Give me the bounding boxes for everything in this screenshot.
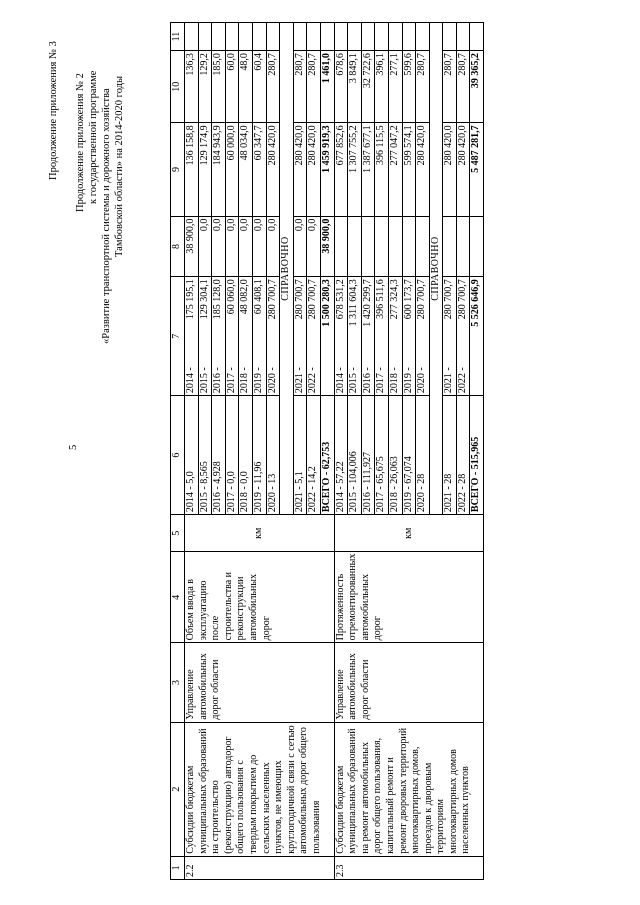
funding-total-cell bbox=[225, 277, 239, 396]
funding-total-cell bbox=[334, 277, 348, 396]
local-budget-cell: 280,7 bbox=[266, 51, 280, 123]
funding-year: 2015 - bbox=[348, 367, 360, 394]
header-appendix: Продолжение приложения № 2 bbox=[75, 73, 86, 212]
local-budget-cell: 3 849,1 bbox=[348, 51, 362, 123]
other-sources-cell bbox=[334, 23, 348, 51]
other-sources-cell bbox=[252, 23, 266, 51]
local-budget-cell: 129,2 bbox=[198, 51, 212, 123]
page-number: 5 bbox=[68, 444, 79, 450]
col-header: 7 bbox=[171, 277, 185, 396]
funding-total-cell bbox=[293, 277, 307, 396]
other-sources-cell bbox=[198, 23, 212, 51]
local-budget-cell: 280,7 bbox=[443, 51, 457, 123]
funding-total-cell bbox=[212, 277, 226, 396]
reference-label: СПРАВОЧНО bbox=[429, 23, 443, 515]
header-program-title: «Развитие транспортной системы и дорожного хозяйства bbox=[101, 88, 112, 344]
regional-budget-cell: 60 000,0 bbox=[225, 123, 239, 216]
total-federal bbox=[470, 216, 484, 277]
regional-budget-cell: 1 387 677,1 bbox=[361, 123, 375, 216]
funding-year: 2019 - bbox=[252, 367, 264, 394]
funding-year: 2017 - bbox=[225, 367, 237, 394]
other-sources-cell bbox=[212, 23, 226, 51]
program-table bbox=[170, 22, 484, 880]
regional-budget-cell: 184 943,9 bbox=[212, 123, 226, 216]
funding-value: 185 128,0 bbox=[212, 279, 224, 320]
total-other bbox=[470, 23, 484, 51]
year-indicator-cell: 2019 - 67,074 bbox=[402, 396, 416, 515]
federal-budget-cell: 0,0 bbox=[307, 216, 321, 277]
regional-budget-cell: 280 420,0 bbox=[456, 123, 470, 216]
regional-budget-cell: 129 174,9 bbox=[198, 123, 212, 216]
col-header: 1 bbox=[171, 856, 185, 879]
funding-value: 129 304,1 bbox=[198, 279, 210, 320]
funding-year: 2020 - bbox=[266, 367, 278, 394]
regional-budget-cell: 677 852,6 bbox=[334, 123, 348, 216]
column-number-row bbox=[171, 23, 185, 880]
funding-total-cell bbox=[388, 277, 402, 396]
funding-year: 2017 - bbox=[375, 367, 387, 394]
federal-budget-cell: 0,0 bbox=[266, 216, 280, 277]
federal-budget-cell: 0,0 bbox=[239, 216, 253, 277]
local-budget-cell: 32 722,6 bbox=[361, 51, 375, 123]
funding-value: 1 311 604,3 bbox=[348, 279, 360, 327]
federal-budget-cell: 0,0 bbox=[212, 216, 226, 277]
table-body bbox=[185, 23, 484, 880]
funding-value: 280 700,7 bbox=[293, 279, 305, 320]
executor: Управление автомобильных дорог области bbox=[185, 643, 335, 722]
funding-value: 280 700,7 bbox=[456, 279, 468, 320]
header-continuation: Продолжение приложения № 3 bbox=[48, 41, 59, 180]
year-indicator-cell: 2017 - 0,0 bbox=[225, 396, 239, 515]
funding-value: 60 060,0 bbox=[225, 279, 237, 315]
local-budget-cell: 599,6 bbox=[402, 51, 416, 123]
funding-total-cell bbox=[185, 277, 199, 396]
regional-budget-cell: 280 420,0 bbox=[443, 123, 457, 216]
total-funding: 5 526 646,9 bbox=[470, 277, 484, 396]
regional-budget-cell: 280 420,0 bbox=[416, 123, 430, 216]
regional-budget-cell: 280 420,0 bbox=[307, 123, 321, 216]
funding-value: 280 700,7 bbox=[307, 279, 319, 320]
year-indicator-cell: 2014 - 5,0 bbox=[185, 396, 199, 515]
col-header: 6 bbox=[171, 396, 185, 515]
col-header: 5 bbox=[171, 515, 185, 552]
local-budget-cell: 185,0 bbox=[212, 51, 226, 123]
table-row bbox=[334, 23, 348, 880]
funding-value: 277 324,3 bbox=[388, 279, 400, 320]
regional-budget-cell: 396 115,5 bbox=[375, 123, 389, 216]
funding-total-cell bbox=[198, 277, 212, 396]
local-budget-cell: 48,0 bbox=[239, 51, 253, 123]
year-indicator-cell: 2018 - 0,0 bbox=[239, 396, 253, 515]
col-header: 8 bbox=[171, 216, 185, 277]
other-sources-cell bbox=[185, 23, 199, 51]
funding-year: 2021 - bbox=[443, 367, 455, 394]
executor: Управление автомобильных дорог области bbox=[334, 643, 484, 722]
year-indicator-cell: 2021 - 28 bbox=[443, 396, 457, 515]
regional-budget-cell: 48 034,0 bbox=[239, 123, 253, 216]
indicator-name: Протяженность отремонтированных автомобильных дорог bbox=[334, 552, 484, 643]
local-budget-cell: 280,7 bbox=[307, 51, 321, 123]
local-budget-cell: 678,6 bbox=[334, 51, 348, 123]
funding-year: 2014 - bbox=[185, 367, 196, 394]
other-sources-cell bbox=[361, 23, 375, 51]
other-sources-cell bbox=[388, 23, 402, 51]
funding-value: 678 531,2 bbox=[334, 279, 346, 320]
row-number: 2.3 bbox=[334, 856, 484, 879]
local-budget-cell: 280,7 bbox=[416, 51, 430, 123]
total-federal: 38 900,0 bbox=[320, 216, 334, 277]
funding-value: 280 700,7 bbox=[416, 279, 428, 320]
col-header: 10 bbox=[171, 51, 185, 123]
unit: км bbox=[185, 515, 335, 552]
header-program-years: Тамбовской области» на 2014-2020 годы bbox=[114, 75, 125, 257]
table-container bbox=[170, 18, 484, 880]
funding-year: 2020 - bbox=[416, 367, 428, 394]
year-indicator-cell: 2015 - 8,565 bbox=[198, 396, 212, 515]
other-sources-cell bbox=[456, 23, 470, 51]
federal-budget-cell: 0,0 bbox=[293, 216, 307, 277]
federal-budget-cell bbox=[456, 216, 470, 277]
local-budget-cell: 60,4 bbox=[252, 51, 266, 123]
funding-year: 2021 - bbox=[293, 367, 305, 394]
funding-value: 280 700,7 bbox=[266, 279, 278, 320]
regional-budget-cell: 1 307 755,2 bbox=[348, 123, 362, 216]
other-sources-cell bbox=[266, 23, 280, 51]
funding-total-cell bbox=[402, 277, 416, 396]
year-indicator-cell: 2022 - 28 bbox=[456, 396, 470, 515]
funding-year: 2019 - bbox=[402, 367, 414, 394]
year-indicator-cell: 2016 - 111,927 bbox=[361, 396, 375, 515]
indicator-name: Объем ввода в эксплуатацию после строительства и реконструкции автомобильных дорог bbox=[185, 552, 335, 643]
local-budget-cell: 280,7 bbox=[456, 51, 470, 123]
header-program: к государственной программе bbox=[88, 70, 99, 204]
year-indicator-cell: 2016 - 4,928 bbox=[212, 396, 226, 515]
total-indicator: ВСЕГО - 62,753 bbox=[320, 396, 334, 515]
col-header: 9 bbox=[171, 123, 185, 216]
other-sources-cell bbox=[416, 23, 430, 51]
year-indicator-cell: 2019 - 11,96 bbox=[252, 396, 266, 515]
funding-total-cell bbox=[348, 277, 362, 396]
col-header: 11 bbox=[171, 23, 185, 51]
total-funding: 1 500 280,3 bbox=[320, 277, 334, 396]
local-budget-cell: 280,7 bbox=[293, 51, 307, 123]
funding-value: 175 195,1 bbox=[185, 279, 196, 320]
federal-budget-cell bbox=[416, 216, 430, 277]
funding-value: 60 408,1 bbox=[252, 279, 264, 315]
funding-total-cell bbox=[252, 277, 266, 396]
year-indicator-cell: 2022 - 14,2 bbox=[307, 396, 321, 515]
other-sources-cell bbox=[375, 23, 389, 51]
funding-year: 2016 - bbox=[212, 367, 224, 394]
other-sources-cell bbox=[443, 23, 457, 51]
federal-budget-cell: 0,0 bbox=[225, 216, 239, 277]
total-local: 39 365,2 bbox=[470, 51, 484, 123]
total-regional: 1 459 919,3 bbox=[320, 123, 334, 216]
year-indicator-cell: 2021 - 5,1 bbox=[293, 396, 307, 515]
other-sources-cell bbox=[225, 23, 239, 51]
local-budget-cell: 277,1 bbox=[388, 51, 402, 123]
reference-label: СПРАВОЧНО bbox=[280, 23, 294, 515]
funding-year: 2018 - bbox=[388, 367, 400, 394]
other-sources-cell bbox=[402, 23, 416, 51]
funding-total-cell bbox=[266, 277, 280, 396]
funding-year: 2022 - bbox=[307, 367, 319, 394]
federal-budget-cell bbox=[443, 216, 457, 277]
funding-year: 2015 - bbox=[198, 367, 210, 394]
funding-value: 1 420 299,7 bbox=[361, 279, 373, 327]
federal-budget-cell: 0,0 bbox=[198, 216, 212, 277]
federal-budget-cell bbox=[375, 216, 389, 277]
funding-year: 2022 - bbox=[456, 367, 468, 394]
other-sources-cell bbox=[348, 23, 362, 51]
federal-budget-cell: 0,0 bbox=[252, 216, 266, 277]
total-local: 1 461,0 bbox=[320, 51, 334, 123]
funding-value: 396 511,6 bbox=[375, 279, 387, 319]
total-other bbox=[320, 23, 334, 51]
year-indicator-cell: 2020 - 13 bbox=[266, 396, 280, 515]
funding-total-cell bbox=[416, 277, 430, 396]
local-budget-cell: 60,0 bbox=[225, 51, 239, 123]
funding-total-cell bbox=[375, 277, 389, 396]
activity-name: Субсидии бюджетам муниципальных образований на строительство (реконструкцию) автодорог общего пользования с твердым покрытием до сельских населенных пунктов, не имеющих круглогодичной связи с сетью автомобильных дорог общего пользования bbox=[185, 722, 335, 856]
funding-total-cell bbox=[307, 277, 321, 396]
col-header: 4 bbox=[171, 552, 185, 643]
funding-year: 2016 - bbox=[361, 367, 373, 394]
other-sources-cell bbox=[239, 23, 253, 51]
regional-budget-cell: 136 158,8 bbox=[185, 123, 199, 216]
activity-name: Субсидии бюджетам муниципальных образований на ремонт автомобильных дорог общего пользования, капитальный ремонт и ремонт дворовых территорий многоквартирных домов, проездов к дворовым территориям многоквартирных домов населенных пунктов bbox=[334, 722, 484, 856]
regional-budget-cell: 280 420,0 bbox=[266, 123, 280, 216]
total-indicator: ВСЕГО - 515,965 bbox=[470, 396, 484, 515]
table-row bbox=[185, 23, 199, 880]
year-indicator-cell: 2020 - 28 bbox=[416, 396, 430, 515]
unit: км bbox=[334, 515, 484, 552]
row-number: 2.2 bbox=[185, 856, 335, 879]
local-budget-cell: 136,3 bbox=[185, 51, 199, 123]
federal-budget-cell bbox=[388, 216, 402, 277]
federal-budget-cell bbox=[361, 216, 375, 277]
funding-year: 2018 - bbox=[239, 367, 251, 394]
col-header: 2 bbox=[171, 722, 185, 856]
other-sources-cell bbox=[307, 23, 321, 51]
funding-total-cell bbox=[443, 277, 457, 396]
funding-total-cell bbox=[456, 277, 470, 396]
federal-budget-cell bbox=[348, 216, 362, 277]
federal-budget-cell: 38 900,0 bbox=[185, 216, 199, 277]
year-indicator-cell: 2014 - 57,22 bbox=[334, 396, 348, 515]
col-header: 3 bbox=[171, 643, 185, 722]
regional-budget-cell: 280 420,0 bbox=[293, 123, 307, 216]
local-budget-cell: 396,1 bbox=[375, 51, 389, 123]
funding-value: 600 173,7 bbox=[402, 279, 414, 320]
table-wrapper bbox=[600, 20, 640, 880]
regional-budget-cell: 599 574,1 bbox=[402, 123, 416, 216]
regional-budget-cell: 60 347,7 bbox=[252, 123, 266, 216]
other-sources-cell bbox=[293, 23, 307, 51]
regional-budget-cell: 277 047,2 bbox=[388, 123, 402, 216]
federal-budget-cell bbox=[402, 216, 416, 277]
funding-year: 2014 - bbox=[334, 367, 346, 394]
funding-total-cell bbox=[239, 277, 253, 396]
total-regional: 5 487 281,7 bbox=[470, 123, 484, 216]
funding-value: 280 700,7 bbox=[443, 279, 455, 320]
year-indicator-cell: 2015 - 104,006 bbox=[348, 396, 362, 515]
year-indicator-cell: 2018 - 26,063 bbox=[388, 396, 402, 515]
funding-total-cell bbox=[361, 277, 375, 396]
federal-budget-cell bbox=[334, 216, 348, 277]
funding-value: 48 082,0 bbox=[239, 279, 251, 315]
year-indicator-cell: 2017 - 65,675 bbox=[375, 396, 389, 515]
